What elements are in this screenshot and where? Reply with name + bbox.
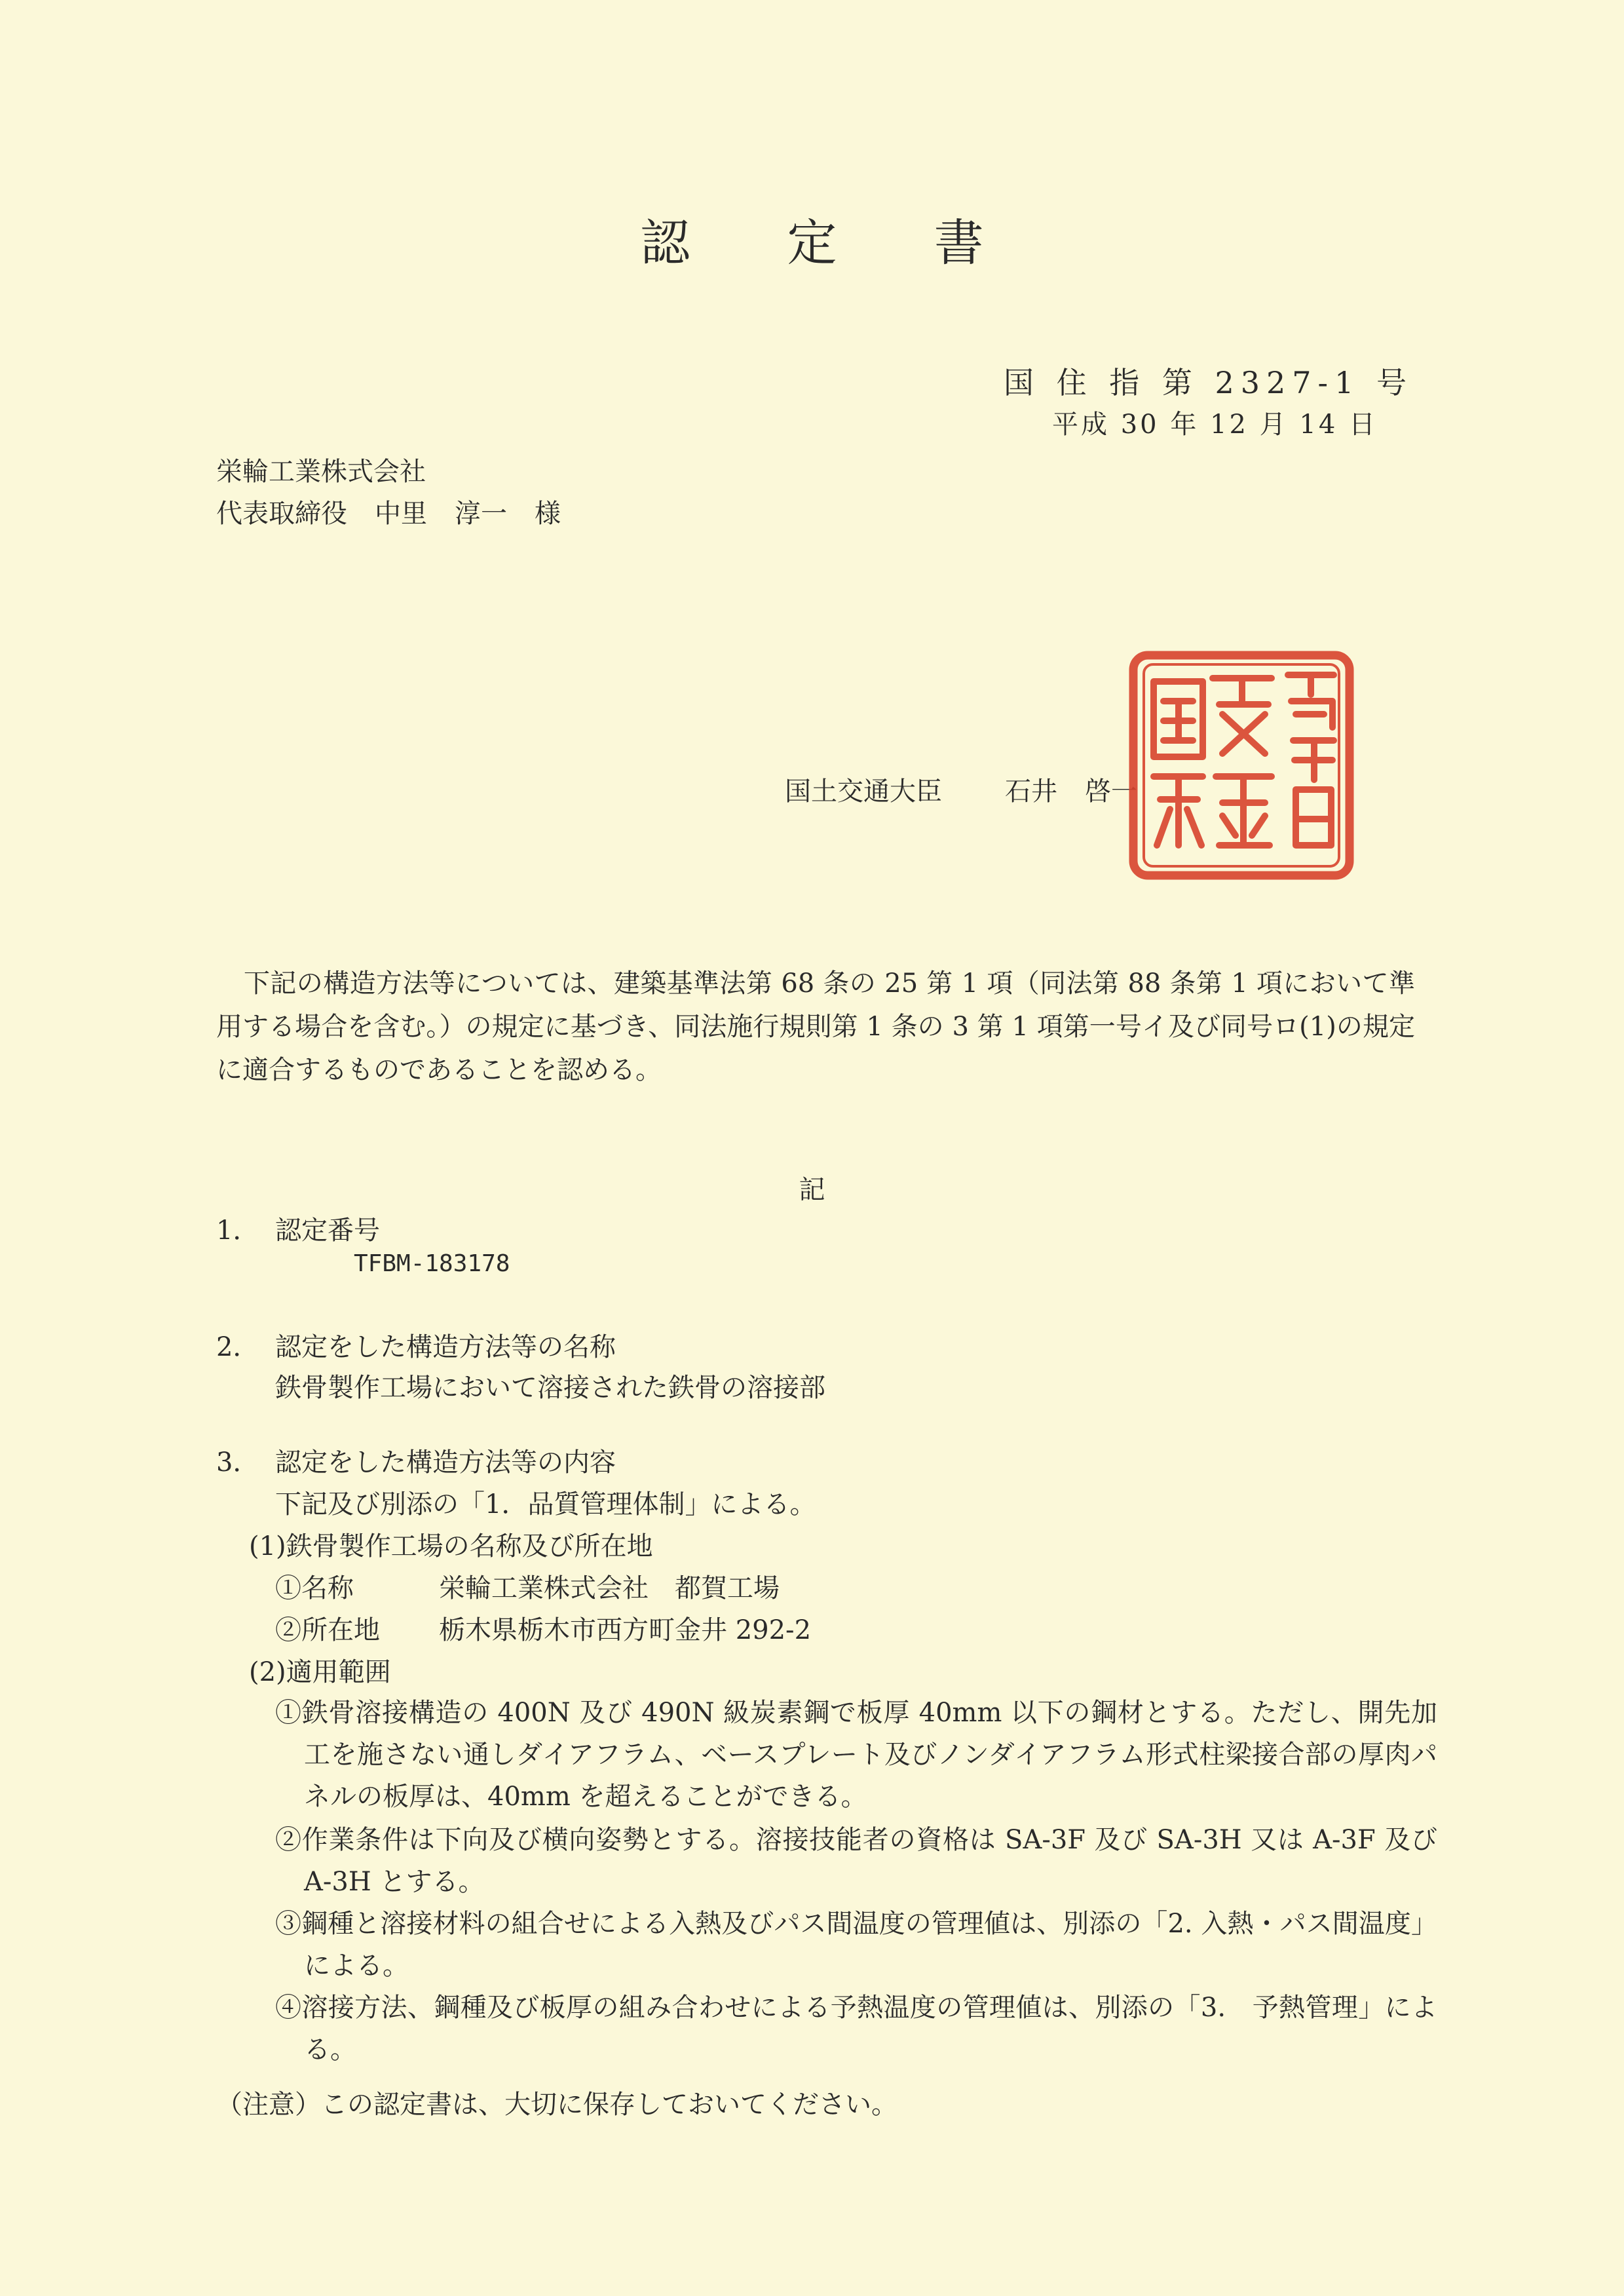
scope-item-2: ②作業条件は下向及び横向姿勢とする。溶接技能者の資格は SA-3F 及び SA-3H 又は A-3F 及び A-3H とする。 xyxy=(275,1825,1437,1897)
section-2-title: 認定をした構造方法等の名称 xyxy=(275,1332,616,1362)
section-1-number: 1． xyxy=(216,1215,259,1246)
section-1-heading xyxy=(216,1210,380,1247)
recipient-honorific: 様 xyxy=(535,499,561,529)
recipient-company: 栄輪工業株式会社 xyxy=(216,457,426,487)
scope-item-4: ④溶接方法、鋼種及び板厚の組み合わせによる予熱温度の管理値は、別添の「3. 予熱管理」による。 xyxy=(275,1993,1437,2065)
document-number: 国 住 指 第 2327-1 号 xyxy=(1004,365,1413,400)
certification-number: TFBM-183178 xyxy=(354,1250,510,1277)
issue-date: 平成 30 年 12 月 14 日 xyxy=(1052,410,1378,440)
document-title: 認 定 書 xyxy=(640,214,1025,272)
factory-name-row xyxy=(275,1567,780,1605)
section-3-number: 3． xyxy=(216,1447,259,1478)
issuer-line xyxy=(785,771,1137,808)
section-2-heading xyxy=(216,1326,616,1364)
official-seal-stamp xyxy=(1124,649,1357,881)
issuer-given-name: 啓一 xyxy=(1085,776,1137,807)
subsection-2-label: (2)適用範囲 xyxy=(249,1657,391,1687)
issuer-ministry: 国土交通大臣 xyxy=(785,776,942,807)
scope-item-3: ③鋼種と溶接材料の組合せによる入熱及びパス間温度の管理値は、別添の「2. 入熱・パス間温度」による。 xyxy=(275,1909,1437,1981)
certification-statement: 下記の構造方法等については、建築基準法第 68 条の 25 第 1 項（同法第 88 条第 1 項において準用する場合を含む。）の規定に基づき、同法施行規則第 1 条の 3 第 1 項第一号イ及び同号ロ(1)の規定に適合するものであることを認める。 xyxy=(216,968,1415,1085)
factory-address-value: 栃木県栃木市西方町金井 292-2 xyxy=(439,1615,812,1645)
structure-method-name: 鉄骨製作工場において溶接された鉄骨の溶接部 xyxy=(275,1373,825,1403)
section-3-title: 認定をした構造方法等の内容 xyxy=(275,1447,616,1478)
preservation-note: （注意）この認定書は、大切に保存しておいてください。 xyxy=(216,2090,897,2120)
factory-name-value: 栄輪工業株式会社 都賀工場 xyxy=(439,1573,780,1603)
subsection-1-label: (1)鉄骨製作工場の名称及び所在地 xyxy=(249,1531,653,1561)
factory-address-key: ②所在地 xyxy=(275,1615,380,1645)
ki-heading: 記 xyxy=(799,1175,825,1205)
factory-address-row xyxy=(275,1609,811,1647)
factory-name-key: ①名称 xyxy=(275,1573,354,1603)
section-3-intro: 下記及び別添の「1．品質管理体制」による。 xyxy=(275,1489,816,1520)
section-2-number: 2． xyxy=(216,1332,259,1362)
section-3-heading xyxy=(216,1442,616,1479)
issuer-family-name: 石井 xyxy=(1005,776,1057,807)
recipient-given-name: 淳一 xyxy=(455,499,507,529)
scope-item-1: ①鉄骨溶接構造の 400N 及び 490N 級炭素鋼で板厚 40mm 以下の鋼材とする。ただし、開先加工を施さない通しダイアフラム、ベースプレート及びノンダイアフラム形式柱梁接合部の厚肉パネルの板厚は、40mm を超えることができる。 xyxy=(275,1698,1437,1812)
section-1-title: 認定番号 xyxy=(275,1215,380,1246)
recipient-position: 代表取締役 xyxy=(216,499,347,529)
recipient-family-name: 中里 xyxy=(375,499,427,529)
recipient-line xyxy=(216,493,561,530)
